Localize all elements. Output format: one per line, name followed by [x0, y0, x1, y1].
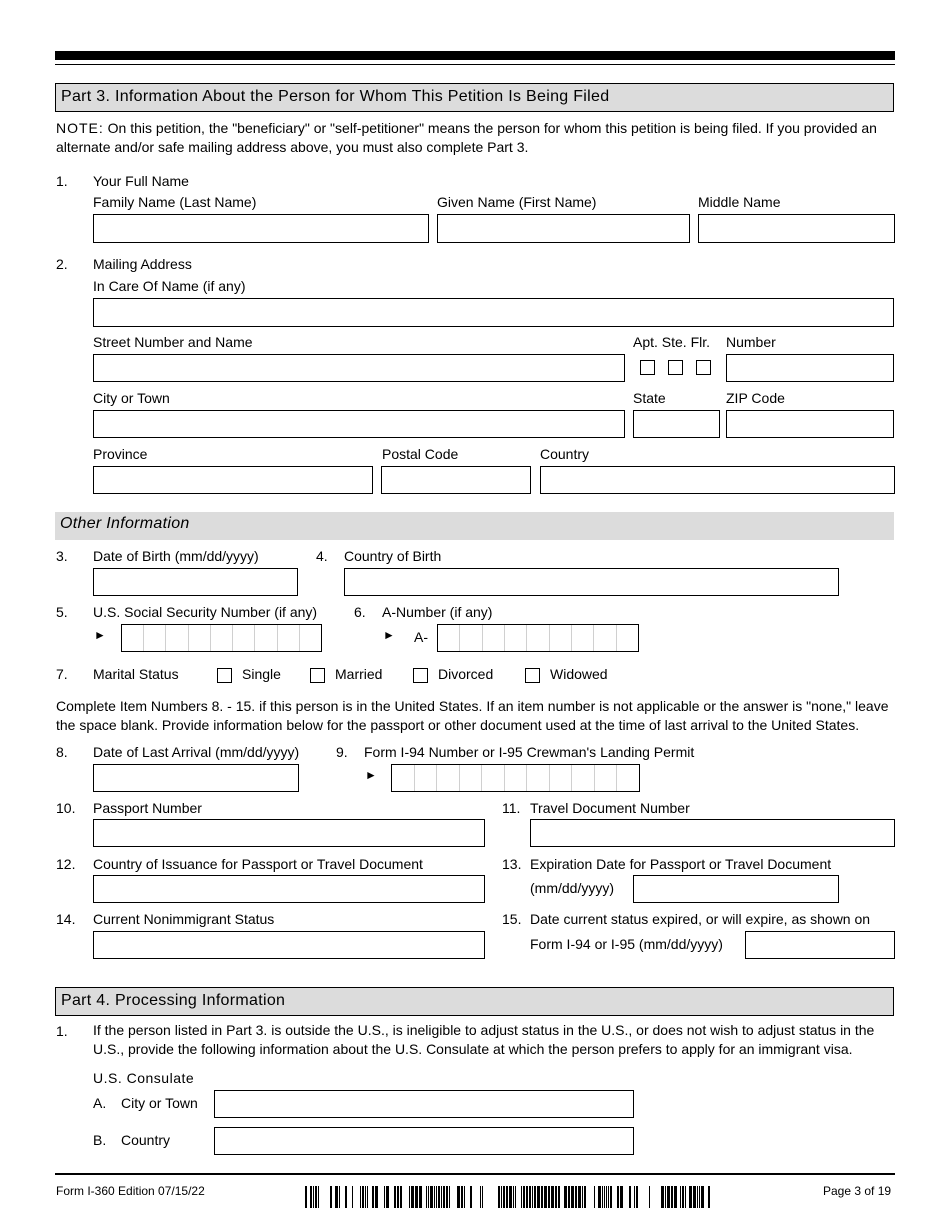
q8-label: Date of Last Arrival (mm/dd/yyyy)	[93, 744, 300, 760]
expiration-date-input[interactable]	[633, 875, 839, 903]
q7-number: 7.	[56, 666, 68, 682]
passport-number-input[interactable]	[93, 819, 485, 847]
family-name-input[interactable]	[93, 214, 429, 243]
q11-number: 11.	[502, 800, 521, 816]
nonimmigrant-status-input[interactable]	[93, 931, 485, 959]
postal-input[interactable]	[381, 466, 531, 494]
marital-divorced-label: Divorced	[438, 666, 494, 682]
q1-number: 1.	[56, 173, 68, 189]
country-input[interactable]	[540, 466, 895, 494]
q6-number: 6.	[354, 604, 366, 620]
zip-input[interactable]	[726, 410, 894, 438]
p4-q1-ref: Part 3.	[226, 1022, 268, 1038]
q14-number: 14.	[56, 911, 76, 927]
part4-title: Part 4. Processing Information	[61, 992, 286, 1009]
p4-q1-number: 1.	[56, 1023, 68, 1039]
q12-label: Country of Issuance for Passport or Travel Document	[93, 856, 423, 872]
zip-label: ZIP Code	[726, 390, 785, 406]
care-of-label: In Care Of Name (if any)	[93, 278, 246, 294]
middle-name-label: Middle Name	[698, 194, 781, 210]
q13-label: Expiration Date for Passport or Travel Document	[530, 856, 832, 872]
consulate-label: U.S. Consulate	[93, 1070, 195, 1086]
other-info-header	[55, 512, 894, 540]
postal-label: Postal Code	[382, 446, 459, 462]
q1-label: Your Full Name	[93, 173, 189, 189]
part4-header	[55, 987, 894, 1016]
a-number-prefix: A-	[414, 629, 428, 645]
last-arrival-input[interactable]	[93, 764, 299, 792]
country-of-issuance-input[interactable]	[93, 875, 485, 903]
marital-single-label: Single	[242, 666, 281, 682]
q7-label: Marital Status	[93, 666, 179, 682]
q15-label: Date current status expired, or will expire, as shown on	[530, 911, 871, 927]
unit-number-label: Number	[726, 334, 776, 350]
q12-number: 12.	[56, 856, 76, 872]
barcode	[305, 1186, 713, 1208]
consulate-city-input[interactable]	[214, 1090, 634, 1118]
consulate-b-letter: B.	[93, 1132, 107, 1148]
consulate-city-label: City or Town	[121, 1095, 198, 1111]
care-of-input[interactable]	[93, 298, 894, 327]
footer-form-edition: Form I-360 Edition 07/15/22	[56, 1184, 205, 1198]
q13-number: 13.	[502, 856, 522, 872]
note-ref: Part 3	[487, 139, 525, 155]
q4-label: Country of Birth	[344, 548, 442, 564]
consulate-a-letter: A.	[93, 1095, 107, 1111]
country-label: Country	[540, 446, 590, 462]
other-info-title: Other Information	[60, 515, 190, 532]
q2-label: Mailing Address	[93, 256, 192, 272]
a-number-input[interactable]	[437, 624, 639, 652]
footer-rule	[55, 1173, 895, 1175]
q15-number: 15.	[502, 911, 522, 927]
city-label: City or Town	[93, 390, 170, 406]
apt-label: Apt. Ste. Flr.	[633, 334, 711, 350]
q9-label: Form I-94 Number or I-95 Crewman's Landing Permit	[364, 744, 695, 760]
i94-number-input[interactable]	[391, 764, 640, 792]
street-input[interactable]	[93, 354, 625, 382]
q8-number: 8.	[56, 744, 68, 760]
q15-label-line2: Form I-94 or I-95 (mm/dd/yyyy)	[530, 936, 723, 952]
marital-widowed-checkbox[interactable]	[525, 668, 540, 683]
unit-number-input[interactable]	[726, 354, 894, 382]
instructions-ref: Item Numbers 8. - 15.	[119, 698, 256, 714]
dob-input[interactable]	[93, 568, 298, 596]
q5-arrow-icon: ►	[94, 628, 106, 642]
top-thin-rule	[55, 64, 895, 65]
q2-number: 2.	[56, 256, 68, 272]
city-input[interactable]	[93, 410, 625, 438]
country-of-birth-input[interactable]	[344, 568, 839, 596]
middle-name-input[interactable]	[698, 214, 895, 243]
marital-married-label: Married	[335, 666, 383, 682]
street-label: Street Number and Name	[93, 334, 253, 350]
item-8-15-instructions: Complete Item Numbers 8. - 15. if this person is in the United States. If an item number is not applicable or the answer is "none," leave the space blank. Provide information below for the passport or other document used at the time of last arrival to the United States.	[56, 698, 889, 733]
status-expire-date-input[interactable]	[745, 931, 895, 959]
q10-label: Passport Number	[93, 800, 202, 816]
q3-label: Date of Birth (mm/dd/yyyy)	[93, 548, 259, 564]
q14-label: Current Nonimmigrant Status	[93, 911, 275, 927]
ste-checkbox[interactable]	[668, 360, 683, 375]
q10-number: 10.	[56, 800, 76, 816]
q9-arrow-icon: ►	[365, 768, 377, 782]
province-label: Province	[93, 446, 148, 462]
consulate-country-label: Country	[121, 1132, 171, 1148]
flr-checkbox[interactable]	[696, 360, 711, 375]
marital-divorced-checkbox[interactable]	[413, 668, 428, 683]
marital-married-checkbox[interactable]	[310, 668, 325, 683]
q6-label: A-Number (if any)	[382, 604, 493, 620]
part3-title: Part 3. Information About the Person for Whom This Petition Is Being Filed	[61, 88, 610, 105]
ssn-input[interactable]	[121, 624, 322, 652]
q13-date-format: (mm/dd/yyyy)	[530, 880, 614, 896]
q4-number: 4.	[316, 548, 328, 564]
given-name-input[interactable]	[437, 214, 690, 243]
footer-page-number: Page 3 of 19	[823, 1184, 892, 1198]
note-label: NOTE:	[56, 120, 104, 136]
marital-widowed-label: Widowed	[550, 666, 608, 682]
top-thick-rule	[55, 51, 895, 60]
q6-arrow-icon: ►	[383, 628, 395, 642]
q5-number: 5.	[56, 604, 68, 620]
state-select[interactable]	[633, 410, 720, 438]
state-label: State	[633, 390, 666, 406]
apt-checkbox[interactable]	[640, 360, 655, 375]
part3-note: NOTE: On this petition, the "beneficiary" or "self-petitioner" means the person for whom this petition is being filed. If you provided an alternate and/or safe mailing address above, you must also complete Part 3.	[56, 120, 877, 155]
q9-number: 9.	[336, 744, 348, 760]
given-name-label: Given Name (First Name)	[437, 194, 597, 210]
province-input[interactable]	[93, 466, 373, 494]
travel-document-input[interactable]	[530, 819, 895, 847]
p4-q1-text: If the person listed in Part 3. is outside the U.S., is ineligible to adjust status in the U.S., or does not wish to adjust status in the U.S., provide the following information about the U.S. Consulate at which the person prefers to apply for an immigrant visa.	[93, 1022, 875, 1057]
q3-number: 3.	[56, 548, 68, 564]
marital-single-checkbox[interactable]	[217, 668, 232, 683]
q11-label: Travel Document Number	[530, 800, 690, 816]
part3-header	[55, 83, 894, 112]
family-name-label: Family Name (Last Name)	[93, 194, 257, 210]
note-text: On this petition, the "beneficiary" or "self-petitioner" means the person for whom this petition is being filed. If you provided an alternate and/or safe mailing address above, you must also complete	[56, 120, 877, 155]
consulate-country-input[interactable]	[214, 1127, 634, 1155]
q5-label: U.S. Social Security Number (if any)	[93, 604, 318, 620]
